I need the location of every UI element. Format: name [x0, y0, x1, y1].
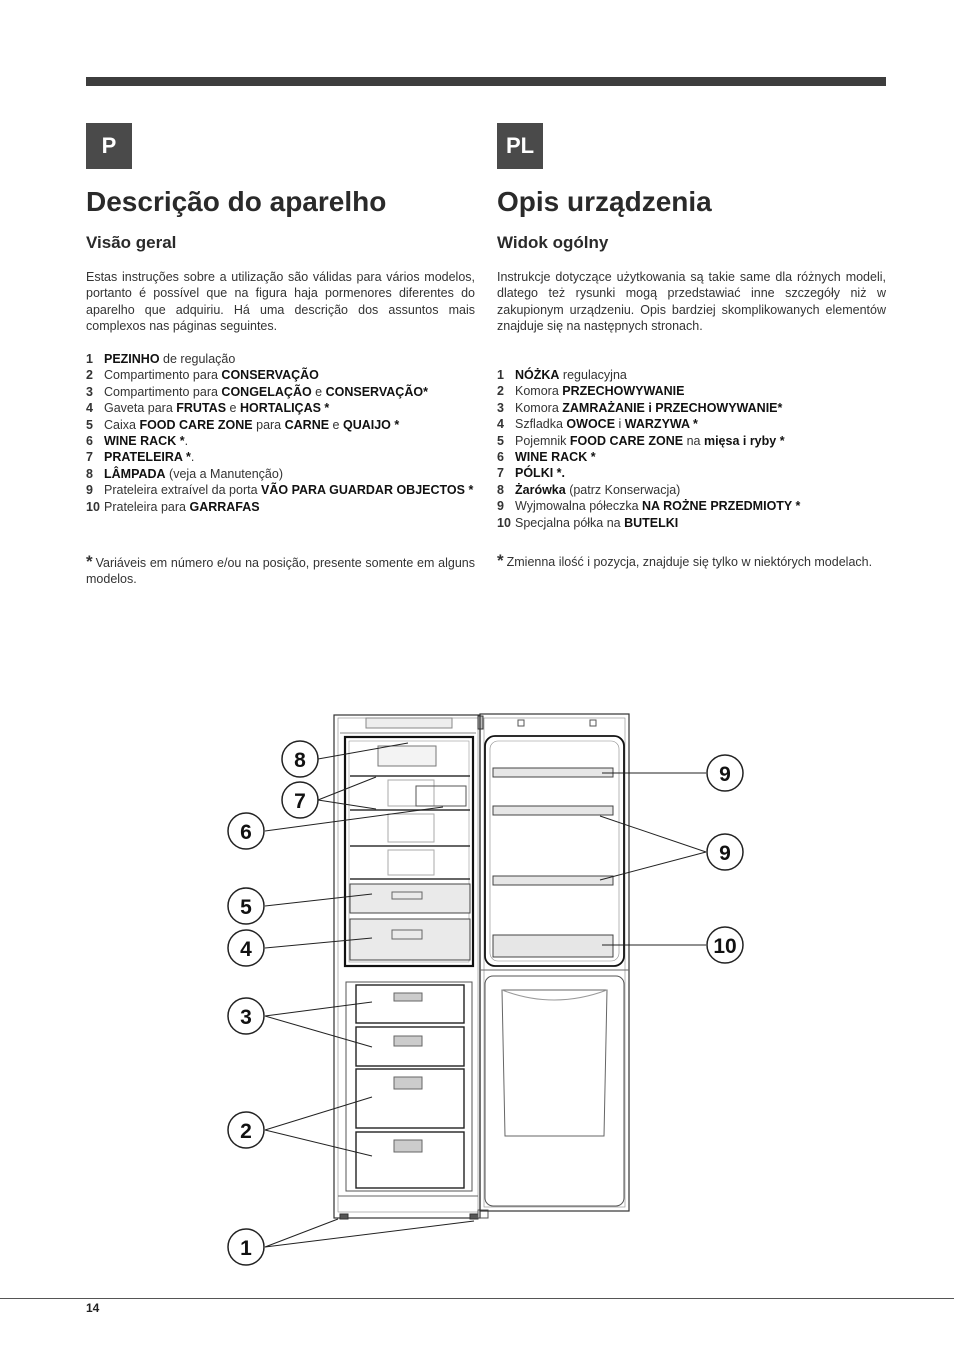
item-number: 5 — [497, 433, 504, 448]
item-text-bold: CARNE — [284, 417, 330, 432]
item-text-bold: ZAMRAŻANIE i PRZECHOWYWANIE* — [562, 400, 783, 415]
svg-text:1: 1 — [240, 1237, 252, 1260]
adjustable-foot — [340, 1214, 348, 1219]
svg-text:3: 3 — [240, 1006, 252, 1029]
item-text-bold: VÃO PARA GUARDAR OBJECTOS * — [261, 483, 474, 498]
item-text-bold: LÂMPADA — [104, 466, 166, 481]
item-text-regular: Compartimento para — [104, 368, 222, 383]
item-text-bold: PÓLKI *. — [515, 466, 566, 481]
item-text-regular: regulacyjna — [559, 368, 627, 382]
item-text-regular: (patrz Konserwacja) — [565, 482, 681, 497]
item-number: 9 — [497, 499, 504, 514]
freezer-drawer — [356, 985, 464, 1023]
item-text-regular: para — [252, 417, 285, 432]
item-text-regular: Compartimento para — [104, 384, 222, 399]
section-title: Descrição do aparelho — [86, 186, 387, 217]
item-text-bold: FRUTAS — [176, 401, 227, 416]
item-text-regular: e — [226, 401, 240, 416]
language-badge-pt: P — [86, 123, 132, 169]
callout-2 — [228, 1112, 264, 1148]
item-text-bold: PRZECHOWYWANIE — [562, 384, 685, 399]
item-text-regular: de regulação — [159, 352, 236, 366]
svg-text:6: 6 — [240, 821, 252, 844]
item-text-bold: Żarówka — [515, 482, 566, 497]
item-number: 10 — [86, 499, 100, 514]
item-text-regular: Wyjmowalna półeczka — [515, 499, 643, 514]
item-text-bold: WARZYWA * — [624, 417, 698, 432]
callout-3 — [228, 998, 264, 1034]
item-number: 7 — [86, 450, 93, 465]
language-badge-pl: PL — [497, 123, 543, 169]
item-text-bold: CONSERVAÇÃO — [221, 368, 319, 383]
svg-text:4: 4 — [240, 938, 252, 961]
item-number: 8 — [497, 482, 504, 497]
item-text-bold: FOOD CARE ZONE — [139, 417, 253, 432]
item-number: 1 — [86, 352, 93, 366]
item-text-regular: Prateleira para — [104, 499, 190, 514]
item-number: 6 — [86, 434, 93, 449]
item-text-regular: Caixa — [104, 417, 140, 432]
item-text-regular: . — [190, 450, 195, 465]
svg-text:9: 9 — [719, 763, 731, 786]
item-number: 10 — [497, 515, 511, 530]
item-text-bold: WINE RACK * — [104, 434, 185, 449]
section-subtitle: Widok ogólny — [497, 233, 609, 252]
item-text-regular: Prateleira extraível da porta — [104, 483, 262, 498]
door-shelf — [493, 876, 613, 885]
item-text-regular: e — [311, 384, 326, 399]
callout-7 — [282, 782, 318, 818]
callout-9-top — [707, 755, 743, 791]
bottom-rule — [0, 1298, 954, 1299]
item-number: 9 — [86, 483, 93, 498]
item-number: 4 — [86, 401, 93, 416]
item-text-regular: Specjalna półka na — [515, 515, 625, 530]
item-text-bold: PEZINHO — [104, 352, 160, 366]
callout-6 — [228, 813, 264, 849]
item-number: 2 — [86, 368, 93, 383]
door-shelf — [493, 806, 613, 815]
door-shelf — [493, 768, 613, 777]
svg-text:7: 7 — [294, 790, 306, 813]
wine-rack — [416, 786, 466, 806]
item-text-regular: i — [615, 417, 625, 432]
item-number: 2 — [497, 384, 504, 399]
callout-5 — [228, 888, 264, 924]
item-text-regular: Komora — [515, 400, 563, 415]
section-subtitle: Visão geral — [86, 233, 177, 252]
intro-paragraph: Estas instruções sobre a utilização são válidas para vários modelos, portanto é possível que na figura haja pormenores diferentes do aparelho que adquiriu. Há uma descrição dos assuntos mais complexos nas páginas seguintes. — [86, 270, 475, 333]
footnote-star: * — [497, 551, 504, 570]
item-text-bold: NA ROŻNE PRZEDMIOTY * — [642, 499, 801, 514]
svg-text:9: 9 — [719, 842, 731, 865]
svg-text:10: 10 — [713, 935, 737, 958]
item-number: 3 — [86, 384, 93, 399]
item-text-regular: Gaveta para — [104, 401, 177, 416]
item-text-bold: BUTELKI — [624, 515, 679, 530]
item-text-bold: NÓŻKA — [515, 368, 560, 382]
intro-paragraph: Instrukcje dotyczące użytkowania są takie same dla różnych modeli, dlatego też rysunki mogą przedstawiać inne szczegóły niż w zakupionym urządzeniu. Opis bardziej skomplikowanych elementów znajduje się na następnych stronach. — [497, 270, 886, 333]
item-text-bold: GARRAFAS — [189, 499, 260, 514]
item-text-regular: . — [184, 434, 189, 449]
item-text-bold: QUAIJO * — [342, 417, 400, 432]
item-text-regular: Pojemnik — [515, 433, 570, 448]
item-number: 8 — [86, 466, 93, 481]
svg-text:8: 8 — [294, 749, 306, 772]
callout-10 — [707, 927, 743, 963]
item-text-bold: WINE RACK * — [515, 450, 596, 465]
svg-text:2: 2 — [240, 1120, 252, 1143]
section-title: Opis urządzenia — [497, 186, 712, 217]
item-text-bold: CONGELAÇÃO — [221, 384, 312, 399]
item-number: 1 — [497, 368, 504, 382]
item-text-bold: OWOCE — [566, 417, 616, 432]
item-text-bold: PRATELEIRA * — [104, 450, 191, 465]
item-number: 6 — [497, 450, 504, 465]
footnote-text: Zmienna ilość i pozycja, znajduje się tylko w niektórych modelach. — [506, 555, 873, 569]
item-text-bold: mięsa i ryby * — [703, 433, 785, 448]
item-text-regular: Komora — [515, 384, 563, 399]
item-text-bold: CONSERVAÇÃO* — [325, 384, 428, 399]
callout-4 — [228, 930, 264, 966]
item-number: 7 — [497, 466, 504, 481]
callout-9-mid — [707, 834, 743, 870]
item-text-bold: FOOD CARE ZONE — [569, 433, 684, 448]
item-number: 5 — [86, 417, 93, 432]
adjustable-foot — [470, 1214, 478, 1219]
item-number: 4 — [497, 417, 504, 432]
svg-text:5: 5 — [240, 896, 252, 919]
item-text-bold: HORTALIÇAS * — [239, 401, 330, 416]
lamp-housing — [378, 746, 436, 766]
footnote-star: * — [86, 552, 93, 571]
bottle-shelf — [493, 935, 613, 957]
item-text-regular: Szfladka — [515, 417, 567, 432]
footnote-text: Variáveis em número e/ou na posição, presente somente em alguns modelos. — [86, 556, 475, 587]
item-number: 3 — [497, 400, 504, 415]
item-text-regular: (veja a Manutenção) — [165, 466, 284, 481]
item-text-regular: na — [683, 433, 704, 448]
item-text-regular: e — [329, 417, 343, 432]
callout-8 — [282, 741, 318, 777]
page-number: 14 — [86, 1301, 100, 1315]
control-panel — [366, 718, 452, 728]
callout-1 — [228, 1229, 264, 1265]
